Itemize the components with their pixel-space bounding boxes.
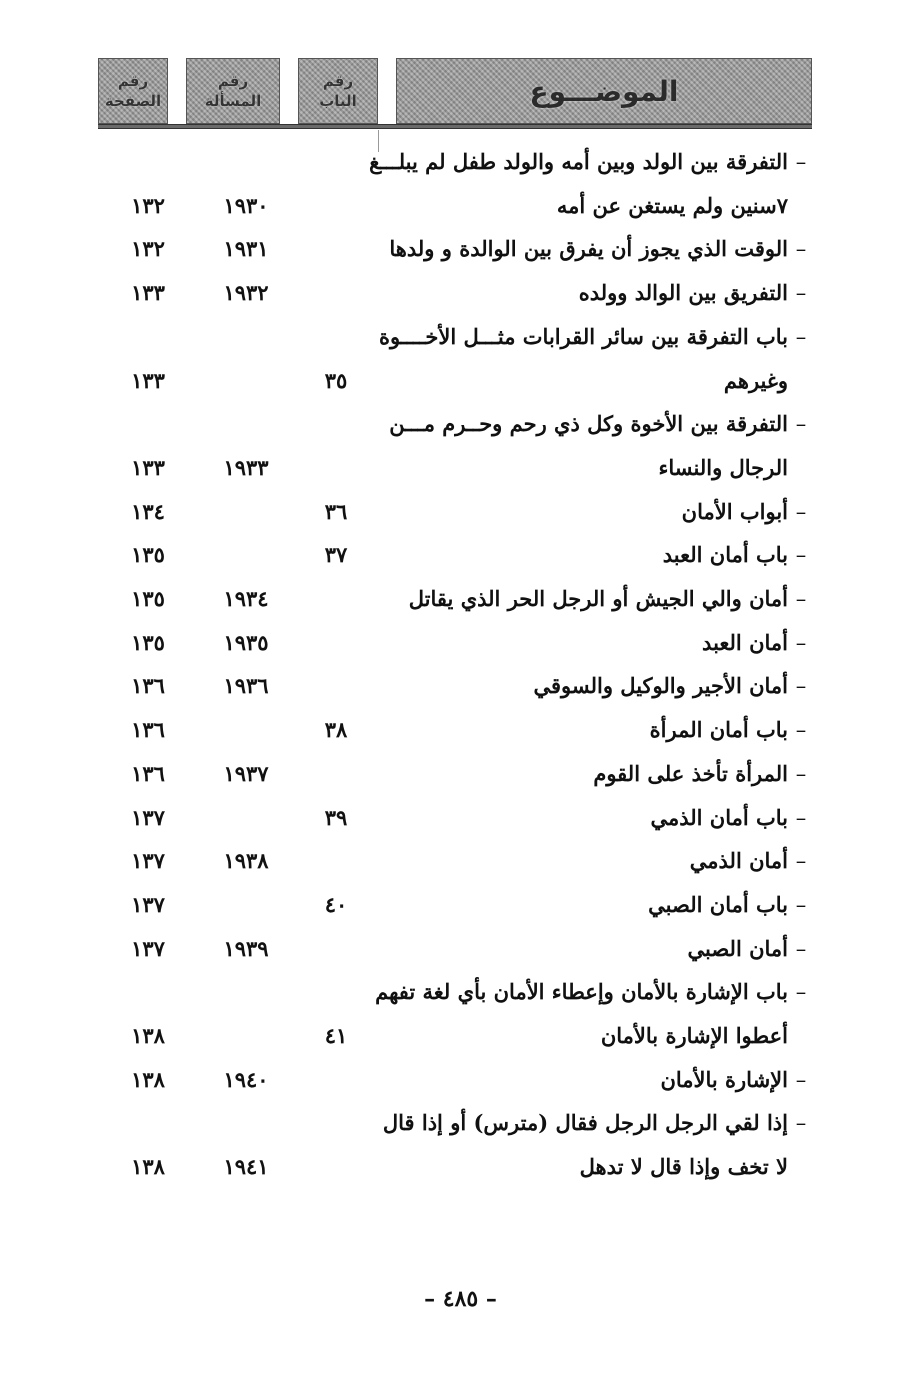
row-chapter-number (296, 271, 376, 315)
row-chapter-number (296, 664, 376, 708)
row-topic (374, 927, 814, 971)
row-topic (374, 752, 814, 796)
row-issue-number (196, 708, 296, 752)
row-issue-number: ١٩٣٤ (223, 586, 269, 611)
row-issue-number (196, 402, 296, 446)
row-topic (374, 970, 814, 1014)
table-row (0, 708, 921, 752)
row-topic (374, 621, 814, 665)
row-topic (374, 315, 814, 359)
row-topic (374, 796, 814, 840)
row-topic (374, 577, 814, 621)
row-chapter-number (296, 315, 376, 359)
row-topic-text: التفرقة بين الولد وبين أمه والولد طفل لم يبلـــغ (369, 149, 788, 174)
row-topic-text: أعطوا الإشارة بالأمان (600, 1023, 788, 1048)
row-topic (374, 1058, 814, 1102)
row-dash: – (795, 412, 807, 437)
table-row (0, 1145, 921, 1189)
table-row (0, 533, 921, 577)
row-dash: – (795, 281, 807, 306)
header-issue-label-1: رقم (217, 72, 249, 90)
row-issue-number (196, 315, 296, 359)
header-issue-number (186, 58, 280, 124)
row-dash: – (795, 630, 807, 655)
row-page-number: ١٣٧ (131, 804, 165, 830)
table-row (0, 577, 921, 621)
table-row (0, 490, 921, 534)
row-page-number: ١٣٦ (131, 717, 165, 743)
row-issue-number: ١٩٣٣ (223, 454, 269, 480)
row-topic (374, 708, 814, 752)
row-topic (374, 184, 814, 228)
row-dash: – (795, 761, 807, 786)
table-row (0, 227, 921, 271)
row-topic (374, 883, 814, 927)
row-dash: – (795, 936, 807, 961)
table-row (0, 621, 921, 665)
row-page-number: ١٣٦ (131, 673, 165, 699)
row-chapter-number (296, 970, 376, 1014)
row-page-number: ١٣٦ (131, 760, 165, 786)
row-chapter-number (296, 184, 376, 228)
row-issue-number: ١٩٣٧ (223, 760, 269, 786)
header-topic-label: الموضـــوع (529, 74, 679, 108)
table-row (0, 1101, 921, 1145)
table-row (0, 752, 921, 796)
row-page-number (108, 402, 188, 446)
row-topic-text: باب الإشارة بالأمان وإعطاء الأمان بأي لغة تفهم (375, 979, 788, 1005)
row-dash: – (795, 674, 807, 699)
row-chapter-number: ٤١ (324, 1023, 348, 1048)
row-topic-text: لا تخف وإذا قال لا تدهل (579, 1154, 788, 1180)
header-page-label-2: الصفحة (104, 92, 162, 110)
header-chapter-label-1: رقم (322, 72, 354, 90)
row-topic (374, 1145, 814, 1189)
row-dash: – (795, 849, 807, 874)
table-row (0, 927, 921, 971)
table-row (0, 446, 921, 490)
row-issue-number (196, 140, 296, 184)
table-row (0, 271, 921, 315)
row-dash: – (795, 892, 807, 917)
row-page-number: ١٣٣ (131, 367, 165, 393)
row-topic-text: الرجال والنساء (658, 454, 788, 480)
row-chapter-number: ٣٨ (324, 717, 348, 743)
row-issue-number: ١٩٣٦ (223, 673, 269, 699)
row-chapter-number (296, 1145, 376, 1189)
row-topic-text: أبواب الأمان (681, 498, 788, 524)
row-dash: – (795, 324, 807, 349)
row-issue-number: ١٩٤٠ (223, 1066, 269, 1092)
table-row (0, 315, 921, 359)
row-topic (374, 446, 814, 490)
row-topic-text: باب التفرقة بين سائر القرابات مثـــل الأخــــوة (378, 323, 788, 349)
row-page-number: ١٣٧ (131, 848, 165, 874)
table-row (0, 359, 921, 403)
table-header (98, 58, 812, 130)
row-topic (374, 839, 814, 883)
row-chapter-number (296, 927, 376, 971)
row-dash: – (795, 718, 807, 743)
table-row (0, 883, 921, 927)
row-issue-number: ١٩٤١ (223, 1154, 269, 1180)
row-chapter-number (296, 577, 376, 621)
row-chapter-number (296, 1058, 376, 1102)
row-issue-number (196, 533, 296, 577)
row-page-number: ١٣٢ (131, 236, 165, 262)
row-page-number: ١٣٧ (131, 935, 165, 961)
table-row (0, 184, 921, 228)
header-underline (98, 124, 812, 129)
header-topic (396, 58, 812, 124)
row-issue-number (196, 883, 296, 927)
table-row (0, 402, 921, 446)
row-topic-text: الوقت الذي يجوز أن يفرق بين الوالدة و ولدها (389, 236, 788, 262)
row-page-number: ١٣٣ (131, 280, 165, 306)
table-row (0, 839, 921, 883)
row-topic-text: التفريق بين الوالد وولده (578, 280, 788, 306)
row-chapter-number (296, 140, 376, 184)
header-chapter-number (298, 58, 378, 124)
row-chapter-number (296, 446, 376, 490)
row-page-number: ١٣٢ (131, 192, 165, 218)
row-page-number (108, 970, 188, 1014)
row-chapter-number (296, 621, 376, 665)
table-row (0, 796, 921, 840)
row-dash: – (795, 499, 807, 524)
row-issue-number: ١٩٣٠ (223, 192, 269, 218)
row-topic-text: أمان الصبي (687, 935, 788, 961)
row-page-number: ١٣٧ (131, 891, 165, 917)
row-page-number (108, 1101, 188, 1145)
header-page-number (98, 58, 168, 124)
row-dash: – (795, 1111, 807, 1136)
row-topic (374, 359, 814, 403)
row-issue-number: ١٩٣١ (223, 236, 269, 262)
row-dash: – (795, 150, 807, 174)
row-topic-text: وغيرهم (723, 367, 788, 393)
row-topic (374, 533, 814, 577)
row-topic (369, 140, 814, 184)
row-topic (374, 402, 814, 446)
row-chapter-number: ٣٦ (324, 498, 348, 524)
row-page-number: ١٣٥ (131, 542, 165, 568)
table-row (0, 664, 921, 708)
row-chapter-number (296, 402, 376, 446)
row-chapter-number (296, 1101, 376, 1145)
row-dash: – (795, 587, 807, 611)
header-page-label-1: رقم (117, 72, 149, 90)
row-topic (374, 1101, 814, 1145)
row-issue-number (196, 1014, 296, 1058)
row-dash: – (795, 237, 807, 262)
row-topic (374, 271, 814, 315)
row-topic-text: أمان العبد (702, 629, 788, 655)
table-row (0, 140, 921, 184)
table-row (0, 970, 921, 1014)
row-page-number (108, 315, 188, 359)
row-page-number: ١٣٨ (131, 1066, 165, 1092)
row-topic-text: إذا لقي الرجل الرجل فقال (مترس) أو إذا قال (382, 1110, 788, 1136)
row-chapter-number: ٣٥ (324, 367, 348, 393)
row-page-number: ١٣٤ (131, 498, 165, 524)
row-topic (374, 227, 814, 271)
row-page-number: ١٣٨ (131, 1154, 165, 1180)
row-topic-text: باب أمان المرأة (649, 717, 788, 743)
row-dash: – (795, 1067, 807, 1092)
row-issue-number (196, 796, 296, 840)
row-chapter-number: ٤٠ (324, 891, 348, 917)
header-issue-label-2: المسألة (204, 92, 262, 110)
header-chapter-label-2: الباب (319, 92, 357, 110)
row-page-number (108, 140, 188, 184)
row-topic-text: أمان الأجير والوكيل والسوقي (533, 673, 788, 699)
row-chapter-number (296, 839, 376, 883)
row-dash: – (795, 805, 807, 830)
row-topic-text: باب أمان العبد (662, 542, 788, 568)
table-row (0, 1058, 921, 1102)
row-chapter-number (296, 752, 376, 796)
row-issue-number: ١٩٣٢ (223, 280, 269, 306)
row-topic (374, 664, 814, 708)
row-topic (374, 490, 814, 534)
row-issue-number (196, 490, 296, 534)
row-issue-number (196, 970, 296, 1014)
row-issue-number: ١٩٣٨ (223, 848, 269, 874)
row-topic-text: التفرقة بين الأخوة وكل ذي رحم وحــرم مـــن (389, 411, 788, 437)
row-topic (374, 1014, 814, 1058)
row-dash: – (795, 980, 807, 1005)
row-page-number: ١٣٣ (131, 454, 165, 480)
row-page-number: ١٣٥ (131, 629, 165, 655)
row-page-number: ١٣٥ (131, 586, 165, 611)
row-topic-text: باب أمان الصبي (648, 891, 788, 917)
row-issue-number (196, 359, 296, 403)
row-topic-text: الإشارة بالأمان (660, 1066, 788, 1092)
row-chapter-number: ٣٧ (324, 542, 348, 568)
row-topic-text: أمان والي الجيش أو الرجل الحر الذي يقاتل (408, 586, 788, 611)
row-issue-number: ١٩٣٥ (223, 629, 269, 655)
page-number: – ٤٨٥ – (424, 1286, 497, 1312)
row-topic-text: باب أمان الذمي (650, 804, 788, 830)
table-row (0, 1014, 921, 1058)
row-chapter-number: ٣٩ (324, 804, 348, 830)
row-issue-number (196, 1101, 296, 1145)
row-dash: – (795, 543, 807, 568)
row-issue-number: ١٩٣٩ (223, 935, 269, 961)
row-topic-text: المرأة تأخذ على القوم (593, 760, 788, 786)
row-page-number: ١٣٨ (131, 1023, 165, 1048)
row-chapter-number (296, 227, 376, 271)
row-topic-text: أمان الذمي (689, 848, 788, 874)
row-topic-text: ٧سنين ولم يستغن عن أمه (556, 192, 788, 218)
